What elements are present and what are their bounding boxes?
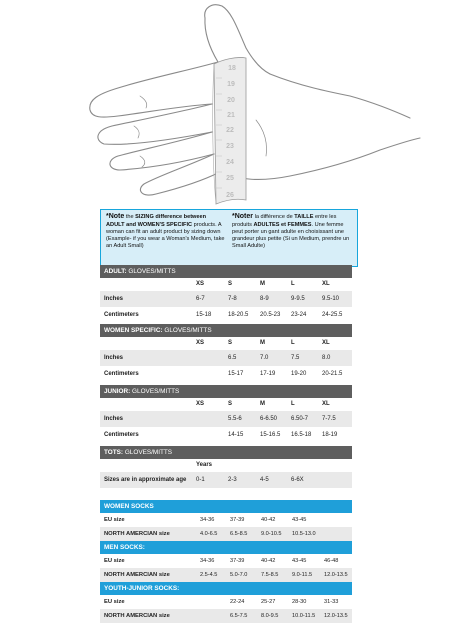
table-cell: 25-27	[261, 599, 276, 605]
row-label: Centimeters	[104, 432, 139, 438]
row-label: NORTH AMERCIAN size	[104, 613, 170, 619]
table-cell: 9-9.5	[291, 296, 305, 302]
table-cell: S	[228, 401, 233, 407]
row-label: Inches	[104, 296, 124, 302]
row-label: Centimeters	[104, 371, 139, 377]
tape-tick: 18	[228, 65, 236, 72]
table-cell: M	[260, 401, 265, 407]
women-socks-header	[100, 500, 352, 513]
table-cell: 8.0-9.5	[261, 613, 279, 619]
table-cell: 6-7	[196, 296, 205, 302]
table-cell: S	[228, 340, 233, 346]
table-cell: 34-36	[200, 517, 215, 523]
tape-tick: 21	[227, 112, 235, 119]
table-cell: 37-39	[230, 517, 245, 523]
table-cell: XS	[196, 401, 205, 407]
table-cell: 7-8	[228, 296, 237, 302]
table-cell: 6.5-8.5	[230, 531, 248, 537]
table-cell: 24-25.5	[322, 312, 343, 318]
table-row	[100, 350, 352, 366]
table-cell: 15-16.5	[260, 432, 281, 438]
row-label: Centimeters	[104, 312, 139, 318]
table-cell: S	[228, 281, 233, 287]
table-cell: JUNIOR:	[104, 388, 131, 395]
table-cell: 19-20	[291, 371, 307, 377]
table-cell: 37-39	[230, 558, 245, 564]
table-cell: M	[260, 281, 265, 287]
table-cell: 6.5	[228, 355, 237, 361]
table-cell: 40-42	[261, 558, 276, 564]
table-row	[100, 472, 352, 488]
men-socks-table	[100, 541, 352, 582]
row-label: Inches	[104, 416, 124, 422]
table-cell: 46-48	[324, 558, 339, 564]
junior-gloves-table	[100, 385, 352, 443]
table-cell: 18-20.5	[228, 312, 249, 318]
table-cell: 22-24	[230, 599, 245, 605]
men-socks-header	[100, 541, 352, 554]
table-cell: 5.5-6	[228, 416, 242, 422]
table-cell: 40-42	[261, 517, 276, 523]
junior-header	[100, 385, 352, 398]
table-row	[100, 291, 352, 307]
tots-gloves-table	[100, 446, 352, 488]
table-cell: WOMEN SPECIFIC:	[104, 327, 163, 334]
table-cell: TOTS:	[104, 449, 124, 456]
table-cell: MEN SOCKS:	[104, 544, 145, 551]
table-cell: 28-30	[292, 599, 307, 605]
table-cell: 31-33	[324, 599, 339, 605]
table-cell: 4-5	[260, 477, 269, 483]
row-label: NORTH AMERCIAN size	[104, 531, 170, 537]
table-cell: 4.0-6.5	[200, 531, 218, 537]
table-cell: 16.5-18	[291, 432, 312, 438]
hand-measurement-illustration	[0, 0, 460, 210]
table-cell: 10.5-13.0	[292, 531, 316, 537]
table-cell: 10.0-11.5	[292, 613, 316, 619]
women-header	[100, 324, 352, 337]
women-size-cols	[100, 337, 352, 350]
row-label: EU size	[104, 558, 125, 564]
table-cell: GLOVES/MITTS	[162, 327, 212, 334]
note-english: *Note the SIZING difference between ADULT and WOMEN'S SPECIFIC products. A woman can fit an adult product by sizing down (Example- if you wear a Woman's Medium, take an Adult Small)	[106, 213, 225, 250]
table-cell: 6-6.50	[260, 416, 278, 422]
table-cell: 9.0-10.5	[261, 531, 282, 537]
note-fr-lead: *Noter	[232, 213, 254, 220]
table-cell: 12.0-13.5	[324, 613, 348, 619]
table-cell: 43-45	[292, 517, 307, 523]
tape-tick: 25	[226, 175, 234, 182]
table-cell: 43-45	[292, 558, 307, 564]
tape-tick: 22	[226, 127, 234, 134]
women-gloves-table	[100, 324, 352, 382]
table-row	[100, 609, 352, 623]
table-row	[100, 307, 352, 323]
table-cell: XL	[322, 340, 330, 346]
table-cell: L	[291, 281, 295, 287]
table-cell: 0-1	[196, 477, 205, 483]
table-cell: GLOVES/MITTS	[123, 449, 173, 456]
table-cell: 9.0-11.5	[292, 572, 313, 578]
table-cell: 34-36	[200, 558, 215, 564]
table-cell: XL	[322, 281, 330, 287]
note-en-lead: *Note	[106, 213, 125, 220]
table-cell: 17-19	[260, 371, 276, 377]
junior-size-cols	[100, 398, 352, 411]
table-cell: L	[291, 340, 295, 346]
table-cell: 14-15	[228, 432, 244, 438]
row-label: EU size	[104, 599, 125, 605]
tape-tick: 20	[227, 97, 235, 104]
table-cell: WOMEN SOCKS	[104, 503, 154, 510]
tots-header	[100, 446, 352, 459]
tape-tick: 24	[226, 159, 234, 166]
women-socks-table	[100, 500, 352, 541]
table-cell: 7.0	[260, 355, 269, 361]
measuring-tape	[213, 57, 246, 204]
table-row	[100, 366, 352, 382]
row-label: Inches	[104, 355, 124, 361]
table-cell: XL	[322, 401, 330, 407]
youth-socks-header	[100, 582, 352, 595]
table-row	[100, 595, 352, 609]
table-cell: 8.0	[322, 355, 331, 361]
note-french: *Noter la différence de TAILLE entre les produits ADULTES et FEMMES. Une femme peut porter un gant adulte en choisissant une grandeur plus petite (Si un Medium, prendre un Small Adulte)	[232, 213, 350, 250]
adult-size-cols	[100, 278, 352, 291]
table-row	[100, 427, 352, 443]
row-label: NORTH AMERCIAN size	[104, 572, 170, 578]
tots-years-col	[100, 459, 352, 472]
tape-tick: 26	[226, 192, 234, 199]
table-cell: GLOVES/MITTS	[130, 388, 180, 395]
table-row	[100, 411, 352, 427]
table-cell: YOUTH-JUNIOR SOCKS:	[104, 585, 180, 592]
table-cell: 6.5-7.5	[230, 613, 248, 619]
table-cell: 7-7.5	[322, 416, 336, 422]
table-cell: 7.5-8.5	[261, 572, 279, 578]
table-cell: 5.0-7.0	[230, 572, 248, 578]
table-cell: 15-18	[196, 312, 212, 318]
tape-tick: 23	[226, 143, 234, 150]
table-cell: XS	[196, 281, 205, 287]
table-row	[100, 527, 352, 541]
adult-header	[100, 265, 352, 278]
table-row	[100, 513, 352, 527]
table-cell: L	[291, 401, 295, 407]
sizing-note	[100, 209, 358, 267]
table-cell: M	[260, 340, 265, 346]
row-label: EU size	[104, 517, 125, 523]
table-cell: GLOVES/MITTS	[126, 268, 176, 275]
table-cell: 20-21.5	[322, 371, 343, 377]
table-cell: 2.5-4.5	[200, 572, 218, 578]
row-label: Sizes are in approximate age	[104, 477, 187, 483]
table-cell: 9.5-10	[322, 296, 340, 302]
table-cell: 15-17	[228, 371, 244, 377]
table-cell: Years	[196, 462, 213, 468]
table-cell: 18-19	[322, 432, 338, 438]
table-row	[100, 554, 352, 568]
tape-tick: 19	[227, 81, 235, 88]
adult-gloves-table	[100, 265, 352, 323]
youth-socks-table	[100, 582, 352, 623]
table-cell: 20.5-23	[260, 312, 281, 318]
table-cell: 12.0-13.5	[324, 572, 348, 578]
table-cell: 8-9	[260, 296, 269, 302]
table-cell: 7.5	[291, 355, 300, 361]
table-cell: 23-24	[291, 312, 307, 318]
table-cell: 6-6X	[291, 477, 304, 483]
table-cell: XS	[196, 340, 205, 346]
table-cell: 2-3	[228, 477, 237, 483]
table-cell: ADULT:	[104, 268, 127, 275]
table-row	[100, 568, 352, 582]
table-cell: 6.50-7	[291, 416, 309, 422]
